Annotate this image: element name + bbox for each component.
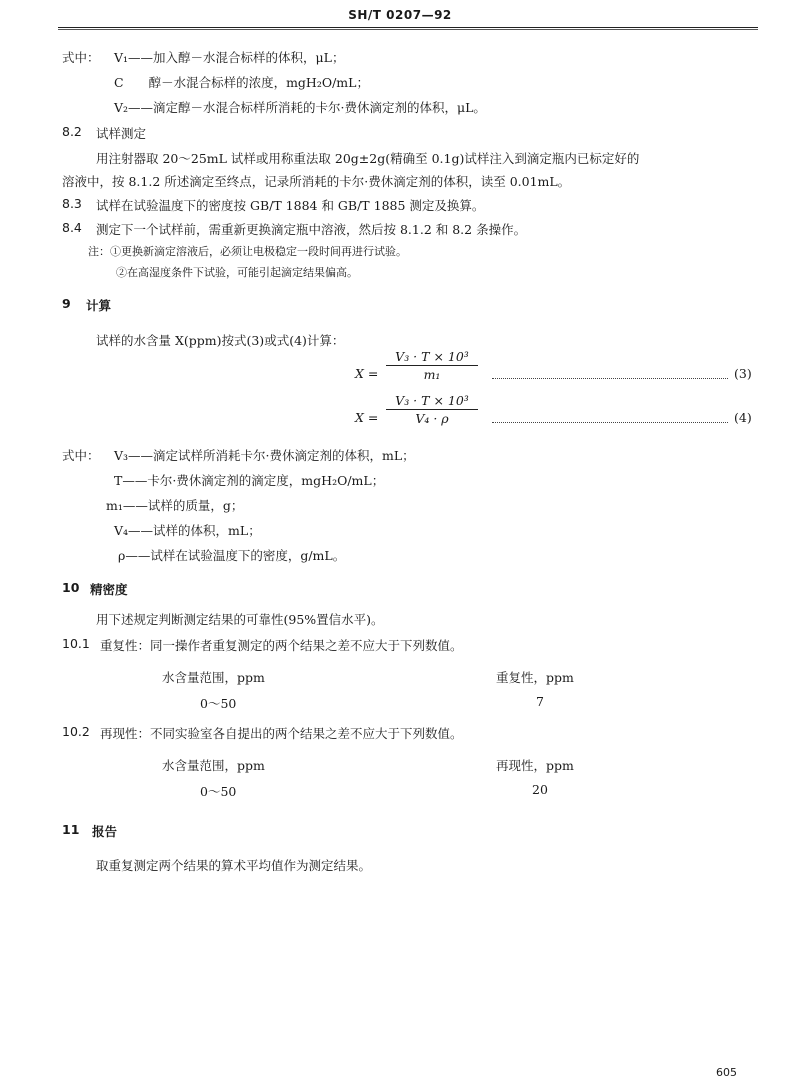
note-1: 注：①更换新滴定溶液后，必须让电极稳定一段时间再进行试验。 [88,245,407,258]
section-10-2-number: 10.2 [62,724,90,739]
section-11-text: 取重复测定两个结果的算术平均值作为测定结果。 [96,858,372,873]
section-8-3-number: 8.3 [62,196,82,211]
reproducibility-value: 20 [532,782,548,797]
legend-c: C 醇－水混合标样的浓度，mgH₂O/mL； [114,75,369,90]
section-8-2-number: 8.2 [62,124,82,139]
section-8-4-number: 8.4 [62,220,82,235]
equation-3-leader [492,378,728,379]
section-10-1-text: 重复性：同一操作者重复测定的两个结果之差不应大于下列数值。 [100,638,463,653]
header-rule-thin [58,29,758,30]
section-8-2-line1: 用注射器取 20～25mL 试样或用称重法取 20g±2g(精确至 0.1g)试样注入到滴定瓶内已标定好的 [96,151,640,166]
calc-legend-m1: m₁——试样的质量，g； [106,498,244,513]
calc-legend-v3: V₃——滴定试样所消耗卡尔·费休滴定剂的体积，mL； [114,448,415,463]
reproducibility-range: 0～50 [200,784,237,799]
section-10-intro: 用下述规定判断测定结果的可靠性(95%置信水平)。 [96,612,384,627]
reproducibility-col-value: 再现性，ppm [496,758,574,773]
equation-4-denominator: V₄ · ρ [415,411,449,426]
equation-4-tag: (4) [734,410,752,425]
equation-3-lhs: X = [355,366,379,381]
section-10-number: 10 [62,580,80,595]
equation-4-fraction [386,393,478,426]
section-8-2-line2: 溶液中，按 8.1.2 所述滴定至终点，记录所消耗的卡尔·费休滴定剂的体积，读至 0.01mL。 [62,174,571,189]
section-10-1-number: 10.1 [62,636,90,651]
page-number: 605 [716,1066,737,1079]
note-2: ②在高湿度条件下试验，可能引起滴定结果偏高。 [116,266,358,279]
section-9-intro: 试样的水含量 X(ppm)按式(3)或式(4)计算： [96,333,345,348]
equation-3-tag: (3) [734,366,752,381]
equation-4-numerator: V₃ · T × 10³ [395,393,469,408]
repeatability-col-range: 水含量范围，ppm [162,670,265,685]
header-rule [58,27,758,28]
reproducibility-col-range: 水含量范围，ppm [162,758,265,773]
legend-v1: V₁——加入醇－水混合标样的体积，μL； [114,50,345,65]
section-11-number: 11 [62,822,80,837]
fraction-bar [386,365,478,366]
calc-legend-v4: V₄——试样的体积，mL； [114,523,261,538]
equation-3-denominator: m₁ [423,367,441,382]
fraction-bar [386,409,478,410]
running-header [0,8,800,22]
equation-4-leader [492,422,728,423]
section-9-title: 计算 [86,298,112,313]
section-10-title: 精密度 [90,582,128,597]
repeatability-value: 7 [536,694,544,709]
calc-legend-prefix: 式中： [62,448,100,463]
legend-prefix: 式中： [62,50,100,65]
equation-4-lhs: X = [355,410,379,425]
calc-legend-t: T——卡尔·费休滴定剂的滴定度，mgH₂O/mL； [114,473,385,488]
repeatability-range: 0～50 [200,696,237,711]
section-9-number: 9 [62,296,71,311]
calc-legend-rho: ρ——试样在试验温度下的密度，g/mL。 [118,548,346,563]
equation-3-fraction [386,349,478,382]
section-8-3-text: 试样在试验温度下的密度按 GB/T 1884 和 GB/T 1885 测定及换算。 [96,198,485,213]
equation-3-numerator: V₃ · T × 10³ [395,349,469,364]
section-10-2-text: 再现性：不同实验室各自提出的两个结果之差不应大于下列数值。 [100,726,463,741]
section-8-2-title: 试样测定 [96,126,147,141]
legend-v2: V₂——滴定醇－水混合标样所消耗的卡尔·费休滴定剂的体积，μL。 [114,100,486,115]
section-8-4-text: 测定下一个试样前，需重新更换滴定瓶中溶液，然后按 8.1.2 和 8.2 条操作。 [96,222,527,237]
standard-code: SH/T 0207—92 [348,8,452,22]
repeatability-col-value: 重复性，ppm [496,670,574,685]
section-11-title: 报告 [92,824,118,839]
